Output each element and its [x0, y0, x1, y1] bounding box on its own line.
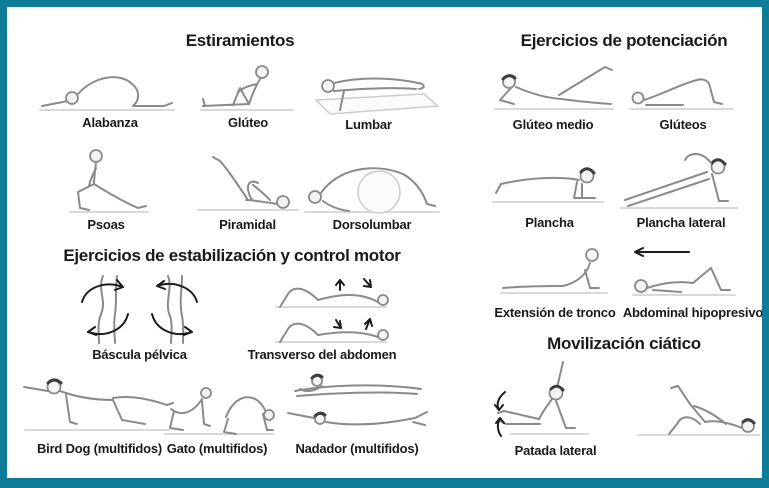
- exercise-item-lumbar: [296, 56, 441, 132]
- seated-glute-stretch-figure: [193, 58, 303, 114]
- kneeling-lunge-stretch-figure: [56, 146, 156, 216]
- section-title-potenciacion: Ejercicios de potenciación: [520, 31, 728, 50]
- exercise-label: Dorsolumbar: [332, 217, 412, 232]
- exercise-label: Bird Dog (multifidos): [36, 441, 163, 456]
- swimmer-figure: [283, 368, 431, 440]
- glute-bridge-figure: [623, 58, 743, 116]
- exercise-item-patada-lateral: [493, 358, 618, 458]
- exercise-label: Psoas: [87, 217, 125, 232]
- exercise-label: Alabanza: [82, 115, 138, 130]
- supine-lumbar-stretch-figure: [296, 56, 441, 116]
- exercise-item-dorsolumbar: [297, 152, 447, 232]
- supine-piriformis-stretch-figure: [190, 150, 305, 216]
- exercise-item-psoas: [56, 146, 156, 232]
- transverse-abdomen-figure: [232, 276, 412, 346]
- exercise-item-plancha-lateral: [615, 144, 747, 230]
- exercise-label: Piramidal: [219, 217, 276, 232]
- exercise-item-sciatic-mobilization: [628, 378, 768, 442]
- exercise-label: Extensión de tronco: [494, 305, 616, 320]
- exercise-label: Plancha: [525, 215, 574, 230]
- exercise-label: Nadador (multifidos): [295, 441, 419, 456]
- exercise-label: Transverso del abdomen: [247, 347, 397, 362]
- exercise-label: Glúteos: [659, 117, 707, 132]
- side-kick-figure: [493, 358, 618, 442]
- exercise-item-bascula-pelvica: [72, 272, 207, 362]
- ball-back-stretch-figure: [297, 152, 447, 216]
- exercise-label: Gato (multifidos): [166, 441, 268, 456]
- child-pose-stretch-figure: [30, 56, 190, 114]
- exercise-label: Glúteo: [228, 115, 268, 130]
- exercise-label: Patada lateral: [514, 443, 597, 458]
- cat-pose-figure: [157, 378, 277, 440]
- exercise-item-nadador: [283, 368, 431, 456]
- side-lying-leg-raise-figure: [487, 58, 619, 116]
- pelvic-tilt-figure: [72, 272, 207, 346]
- exercise-label: Glúteo medio: [512, 117, 594, 132]
- exercise-item-transverso: [232, 276, 412, 362]
- exercise-item-abdominal-hipopresivo: [623, 244, 763, 320]
- section-title-movilizacion: Movilización ciático: [547, 334, 701, 353]
- exercise-label: Plancha lateral: [636, 215, 726, 230]
- section-title-estabilizacion: Ejercicios de estabilización y control motor: [63, 246, 401, 265]
- hypopressive-abdominal-figure: [623, 244, 763, 304]
- exercise-label: Lumbar: [345, 117, 392, 132]
- exercise-label: Abdominal hipopresivo: [622, 305, 764, 320]
- side-plank-figure: [615, 144, 747, 214]
- plank-figure: [487, 150, 612, 214]
- exercise-item-gluteos: [623, 58, 743, 132]
- supine-leg-raise-figure: [628, 378, 768, 442]
- trunk-extension-figure: [495, 242, 615, 304]
- exercise-label: Báscula pélvica: [92, 347, 187, 362]
- section-title-estiramientos: Estiramientos: [185, 31, 295, 50]
